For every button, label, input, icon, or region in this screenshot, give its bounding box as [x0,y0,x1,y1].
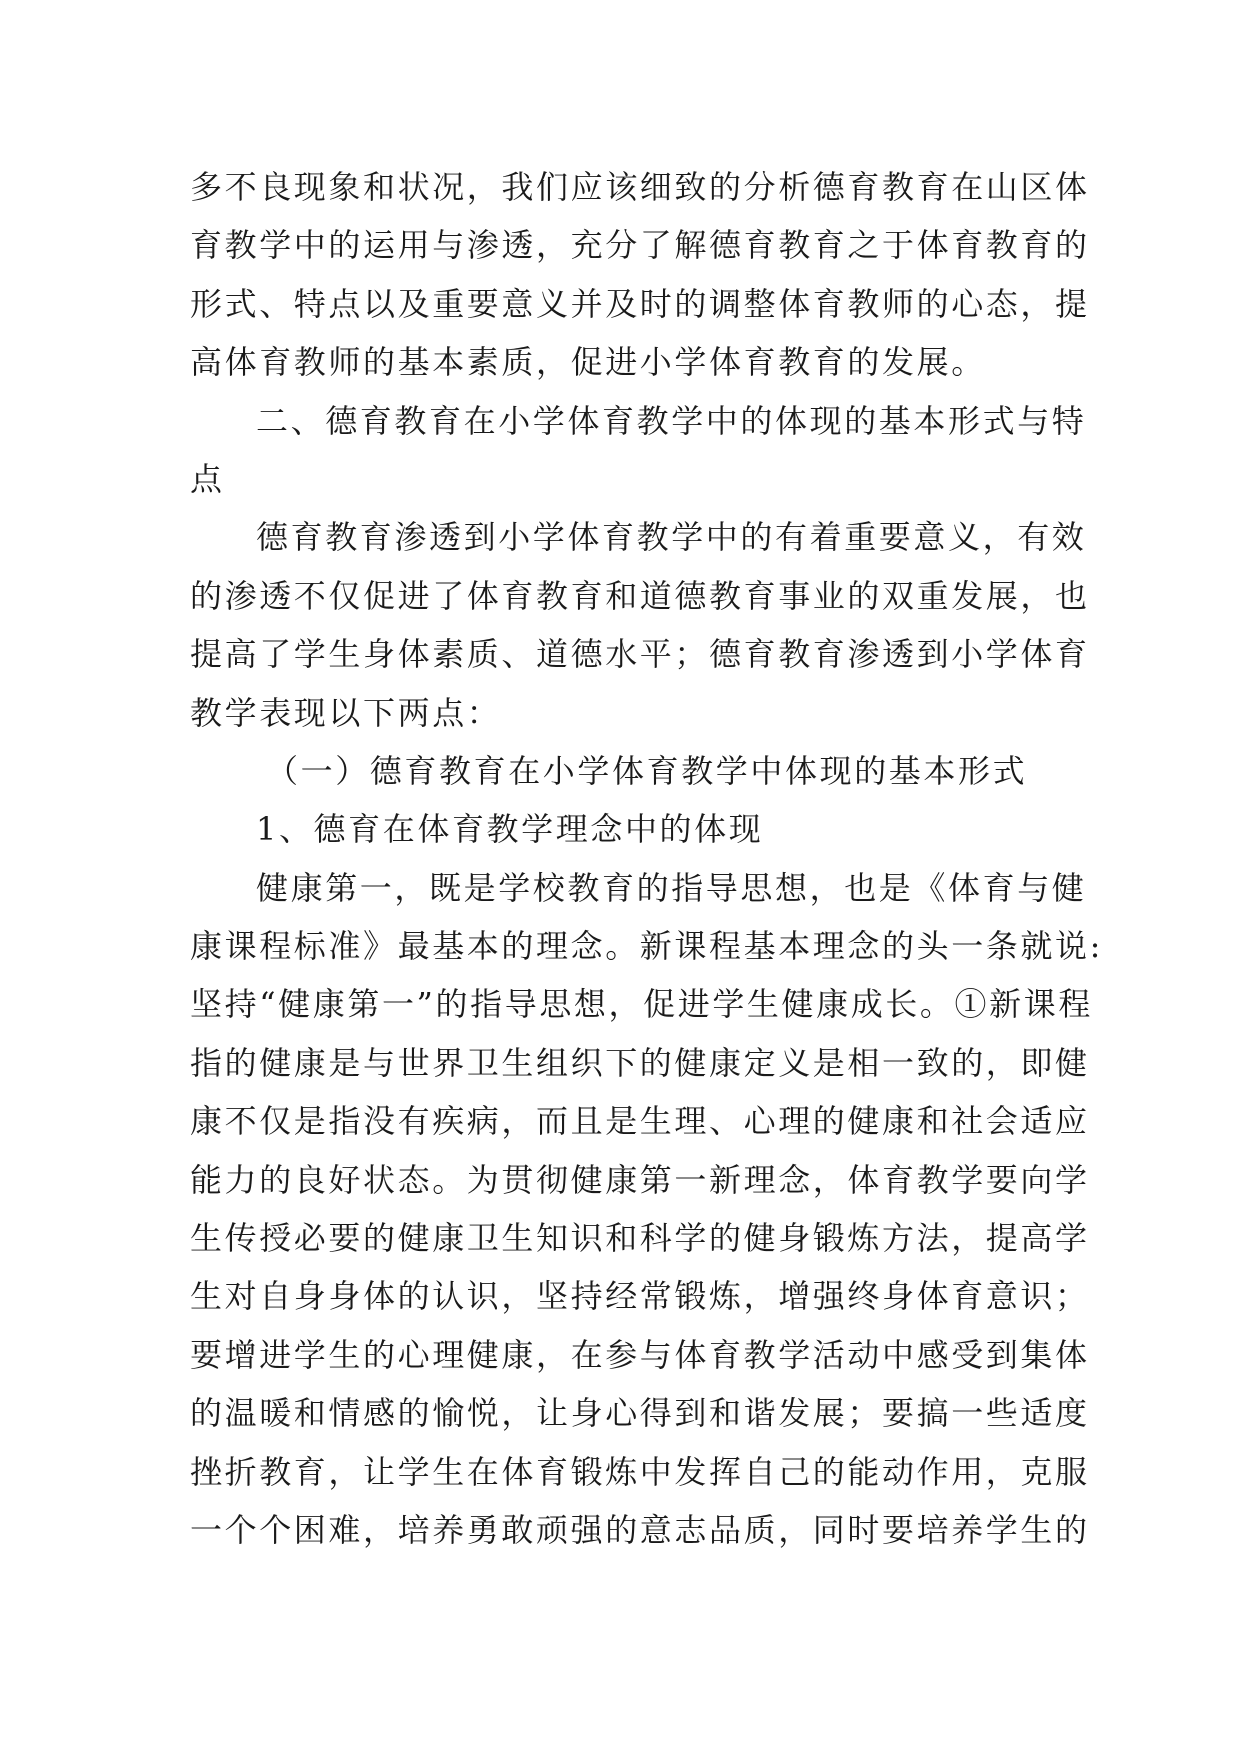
text-line: 坚持“健康第一”的指导思想，促进学生健康成长。①新课程 [190,985,1093,1024]
text-line: 生对自身身体的认识，坚持经常锻炼，增强终身体育意识； [190,1277,1090,1316]
text-line: 的渗透不仅促进了体育教育和道德教育事业的双重发展，也 [190,576,1090,615]
text-line: 育教学中的运用与渗透，充分了解德育教育之于体育教育的 [190,226,1090,265]
text-line: 多不良现象和状况，我们应该细致的分析德育教育在山区体 [190,168,1090,206]
text-line: 提高了学生身体素质、道德水平；德育教育渗透到小学体育 [190,635,1090,674]
text-line: 挫折教育，让学生在体育锻炼中发挥自己的能动作用，克服 [190,1452,1090,1491]
subsection-heading: （一）德育教育在小学体育教学中体现的基本形式 [266,751,1028,790]
body-text [190,158,1103,1559]
text-line: 康课程标准》最基本的理念。新课程基本理念的头一条就说: [190,927,1103,966]
section-heading-continued: 点 [190,459,225,498]
text-line: 能力的良好状态。为贯彻健康第一新理念，体育教学要向学 [190,1160,1090,1199]
text-line: 指的健康是与世界卫生组织下的健康定义是相一致的，即健 [190,1043,1090,1082]
text-line: 德育教育渗透到小学体育教学中的有着重要意义，有效 [256,518,1087,557]
text-line: 生传授必要的健康卫生知识和科学的健身锻炼方法，提高学 [190,1219,1090,1258]
text-line: 高体育教师的基本素质，促进小学体育教育的发展。 [190,343,986,382]
text-line: 的温暖和情感的愉悦，让身心得到和谐发展；要搞一些适度 [190,1394,1090,1433]
item-heading: 1、德育在体育教学理念中的体现 [256,810,764,849]
text-line: 健康第一，既是学校教育的指导思想，也是《体育与健 [256,868,1087,907]
text-line: 一个个困难，培养勇敢顽强的意志品质，同时要培养学生的 [190,1510,1090,1549]
text-line: 教学表现以下两点： [190,693,502,732]
text-line: 要增进学生的心理健康，在参与体育教学活动中感受到集体 [190,1335,1090,1374]
text-line: 康不仅是指没有疾病，而且是生理、心理的健康和社会适应 [190,1102,1090,1141]
text-line: 形式、特点以及重要意义并及时的调整体育教师的心态，提 [190,284,1090,323]
section-heading: 二、德育教育在小学体育教学中的体现的基本形式与特 [256,401,1087,440]
